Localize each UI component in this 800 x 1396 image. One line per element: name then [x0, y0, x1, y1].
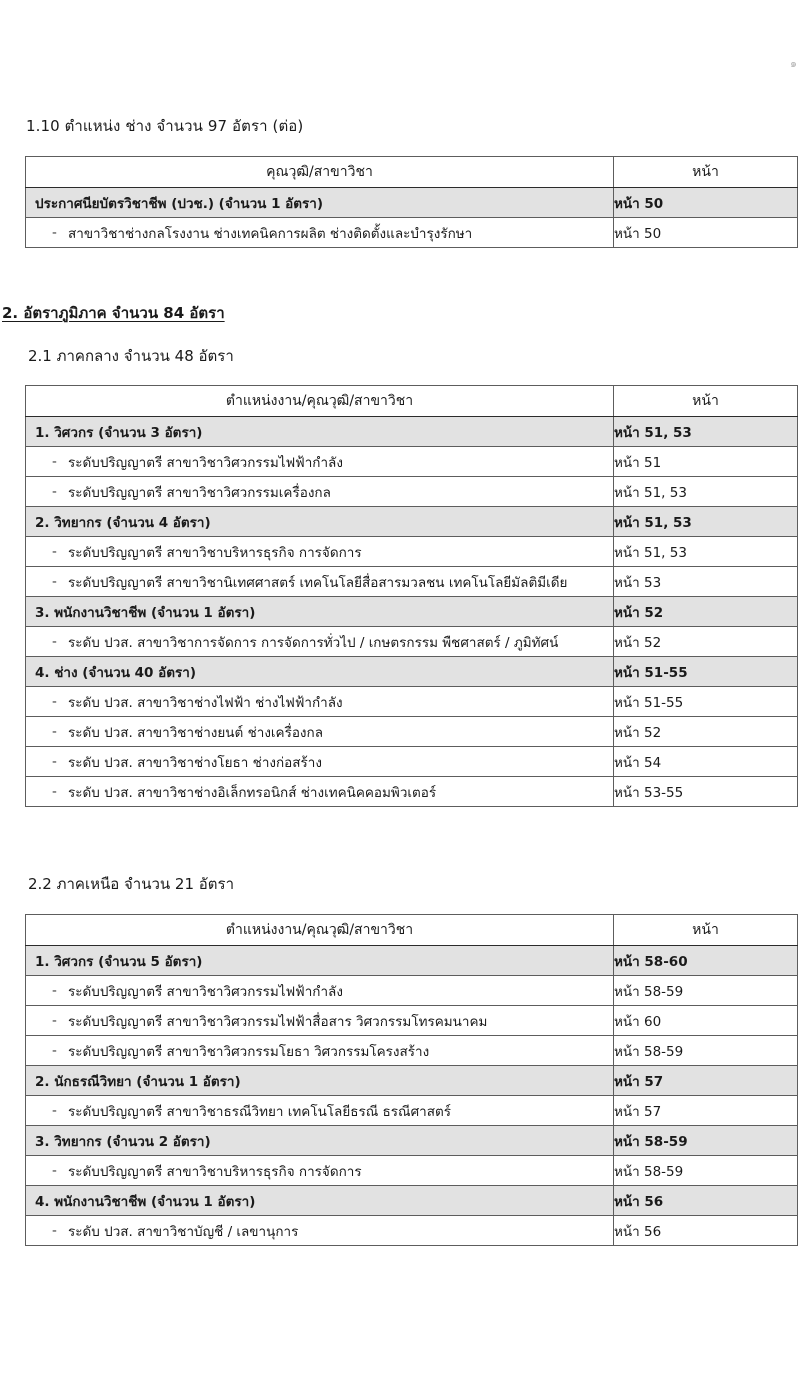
cell-position: 3. วิทยากร (จำนวน 2 อัตรา) [26, 1126, 614, 1156]
cell-position: 1. วิศวกร (จำนวน 3 อัตรา) [26, 417, 614, 447]
table-row [26, 1156, 798, 1186]
bullet-dash-icon: - [52, 1162, 57, 1179]
bullet-dash-icon: - [52, 1012, 57, 1029]
section-heading-2-1: 2.1 ภาคกลาง จำนวน 48 อัตรา [28, 347, 234, 365]
cell-text: ระดับ ปวส. สาขาวิชาช่างอิเล็กทรอนิกส์ ช่างเทคนิคคอมพิวเตอร์ [68, 784, 437, 801]
cell-page: หน้า 54 [614, 747, 798, 777]
cell-text: ระดับปริญญาตรี สาขาวิชาวิศวกรรมเครื่องกล [68, 484, 331, 501]
cell-qualification [26, 627, 614, 657]
table-section-1-10 [25, 156, 798, 248]
col-header-qualification: คุณวุฒิ/สาขาวิชา [26, 157, 614, 188]
table-row [26, 657, 798, 687]
cell-page: หน้า 51-55 [614, 657, 798, 687]
bullet-dash-icon: - [52, 1102, 57, 1119]
cell-text: ระดับปริญญาตรี สาขาวิชาธรณีวิทยา เทคโนโลยีธรณี ธรณีศาสตร์ [68, 1103, 451, 1120]
table-row [26, 188, 798, 218]
cell-qualification [26, 687, 614, 717]
col-header-page: หน้า [614, 386, 798, 417]
table-body-2-2 [26, 946, 798, 1246]
table-section-2-1 [25, 385, 798, 807]
table-row [26, 747, 798, 777]
cell-page: หน้า 51, 53 [614, 477, 798, 507]
cell-page: หน้า 51, 53 [614, 537, 798, 567]
table-body-1-10 [26, 188, 798, 248]
table-row [26, 1186, 798, 1216]
cell-qualification [26, 567, 614, 597]
col-header-position-qualification: ตำแหน่งงาน/คุณวุฒิ/สาขาวิชา [26, 386, 614, 417]
table-row [26, 477, 798, 507]
cell-qualification [26, 1216, 614, 1246]
cell-page: หน้า 50 [614, 188, 798, 218]
bullet-dash-icon: - [52, 982, 57, 999]
cell-page: หน้า 50 [614, 218, 798, 248]
cell-qualification [26, 447, 614, 477]
cell-page: หน้า 58-59 [614, 1036, 798, 1066]
cell-position: 2. นักธรณีวิทยา (จำนวน 1 อัตรา) [26, 1066, 614, 1096]
cell-page: หน้า 60 [614, 1006, 798, 1036]
cell-page: หน้า 58-60 [614, 946, 798, 976]
cell-page: หน้า 57 [614, 1066, 798, 1096]
bullet-dash-icon: - [52, 693, 57, 710]
cell-page: หน้า 51, 53 [614, 417, 798, 447]
cell-text: ระดับ ปวส. สาขาวิชาช่างไฟฟ้า ช่างไฟฟ้ากำลัง [68, 694, 343, 711]
bullet-dash-icon: - [52, 1042, 57, 1059]
table-header-row [26, 915, 798, 946]
cell-position: 3. พนักงานวิชาชีพ (จำนวน 1 อัตรา) [26, 597, 614, 627]
cell-text: ระดับปริญญาตรี สาขาวิชาวิศวกรรมโยธา วิศวกรรมโครงสร้าง [68, 1043, 430, 1060]
cell-text: ระดับปริญญาตรี สาขาวิชาวิศวกรรมไฟฟ้าสื่อสาร วิศวกรรมโทรคมนาคม [68, 1013, 488, 1030]
bullet-dash-icon: - [52, 753, 57, 770]
table-row [26, 976, 798, 1006]
cell-qualification [26, 1096, 614, 1126]
col-header-page: หน้า [614, 915, 798, 946]
table-header-row [26, 386, 798, 417]
bullet-dash-icon: - [52, 783, 57, 800]
table-row [26, 567, 798, 597]
bullet-dash-icon: - [52, 633, 57, 650]
section-heading-2: 2. อัตราภูมิภาค จำนวน 84 อัตรา [2, 304, 225, 322]
table-header-row [26, 157, 798, 188]
bullet-dash-icon: - [52, 224, 57, 241]
cell-page: หน้า 56 [614, 1216, 798, 1246]
cell-text: ระดับ ปวส. สาขาวิชาช่างยนต์ ช่างเครื่องกล [68, 724, 323, 741]
section-heading-2-2: 2.2 ภาคเหนือ จำนวน 21 อัตรา [28, 875, 235, 893]
bullet-dash-icon: - [52, 483, 57, 500]
table-row [26, 1096, 798, 1126]
table-row [26, 537, 798, 567]
cell-position: 4. ช่าง (จำนวน 40 อัตรา) [26, 657, 614, 687]
cell-text: ระดับปริญญาตรี สาขาวิชาบริหารธุรกิจ การจัดการ [68, 1163, 362, 1180]
table-row [26, 1066, 798, 1096]
table-row [26, 417, 798, 447]
cell-page: หน้า 52 [614, 627, 798, 657]
cell-page: หน้า 51, 53 [614, 507, 798, 537]
cell-text: สาขาวิชาช่างกลโรงงาน ช่างเทคนิคการผลิต ช่างติดตั้งและบำรุงรักษา [68, 225, 473, 242]
cell-page: หน้า 58-59 [614, 976, 798, 1006]
col-header-page: หน้า [614, 157, 798, 188]
cell-qualification [26, 777, 614, 807]
cell-qualification [26, 1006, 614, 1036]
cell-page: หน้า 56 [614, 1186, 798, 1216]
table-row [26, 777, 798, 807]
cell-page: หน้า 51 [614, 447, 798, 477]
table-row [26, 627, 798, 657]
cell-text: ระดับ ปวส. สาขาวิชาช่างโยธา ช่างก่อสร้าง [68, 754, 322, 771]
cell-page: หน้า 58-59 [614, 1156, 798, 1186]
table-row [26, 1126, 798, 1156]
cell-page: หน้า 57 [614, 1096, 798, 1126]
cell-page: หน้า 52 [614, 597, 798, 627]
table-row [26, 597, 798, 627]
cell-page: หน้า 52 [614, 717, 798, 747]
section-heading-1-10: 1.10 ตำแหน่ง ช่าง จำนวน 97 อัตรา (ต่อ) [26, 117, 304, 135]
table-row [26, 946, 798, 976]
cell-qualification [26, 477, 614, 507]
bullet-dash-icon: - [52, 723, 57, 740]
cell-qualification [26, 717, 614, 747]
page-corner-marker: ๑ [790, 58, 797, 70]
cell-qualification [26, 1156, 614, 1186]
bullet-dash-icon: - [52, 1222, 57, 1239]
bullet-dash-icon: - [52, 573, 57, 590]
cell-page: หน้า 51-55 [614, 687, 798, 717]
table-section-2-2 [25, 914, 798, 1246]
cell-text: ระดับปริญญาตรี สาขาวิชาบริหารธุรกิจ การจัดการ [68, 544, 362, 561]
cell-position: 4. พนักงานวิชาชีพ (จำนวน 1 อัตรา) [26, 1186, 614, 1216]
cell-qualification [26, 218, 614, 248]
cell-text: ระดับ ปวส. สาขาวิชาการจัดการ การจัดการทั่วไป / เกษตรกรรม พืชศาสตร์ / ภูมิทัศน์ [68, 634, 559, 651]
cell-text: ระดับปริญญาตรี สาขาวิชานิเทศศาสตร์ เทคโนโลยีสื่อสารมวลชน เทคโนโลยีมัลติมีเดีย [68, 574, 568, 591]
cell-text: ระดับปริญญาตรี สาขาวิชาวิศวกรรมไฟฟ้ากำลัง [68, 454, 343, 471]
cell-qualification [26, 976, 614, 1006]
table-row [26, 717, 798, 747]
cell-position: 2. วิทยากร (จำนวน 4 อัตรา) [26, 507, 614, 537]
cell-qualification [26, 1036, 614, 1066]
bullet-dash-icon: - [52, 453, 57, 470]
table-row [26, 1036, 798, 1066]
cell-position: 1. วิศวกร (จำนวน 5 อัตรา) [26, 946, 614, 976]
cell-page: หน้า 58-59 [614, 1126, 798, 1156]
table-row [26, 507, 798, 537]
table-row [26, 447, 798, 477]
cell-page: หน้า 53-55 [614, 777, 798, 807]
table-row [26, 1216, 798, 1246]
cell-qualification [26, 747, 614, 777]
table-row [26, 218, 798, 248]
table-body-2-1 [26, 417, 798, 807]
cell-qualification: ประกาศนียบัตรวิชาชีพ (ปวช.) (จำนวน 1 อัตรา) [26, 188, 614, 218]
col-header-position-qualification: ตำแหน่งงาน/คุณวุฒิ/สาขาวิชา [26, 915, 614, 946]
cell-page: หน้า 53 [614, 567, 798, 597]
cell-qualification [26, 537, 614, 567]
table-row [26, 1006, 798, 1036]
cell-text: ระดับปริญญาตรี สาขาวิชาวิศวกรรมไฟฟ้ากำลัง [68, 983, 343, 1000]
table-row [26, 687, 798, 717]
bullet-dash-icon: - [52, 543, 57, 560]
cell-text: ระดับ ปวส. สาขาวิชาบัญชี / เลขานุการ [68, 1223, 299, 1240]
